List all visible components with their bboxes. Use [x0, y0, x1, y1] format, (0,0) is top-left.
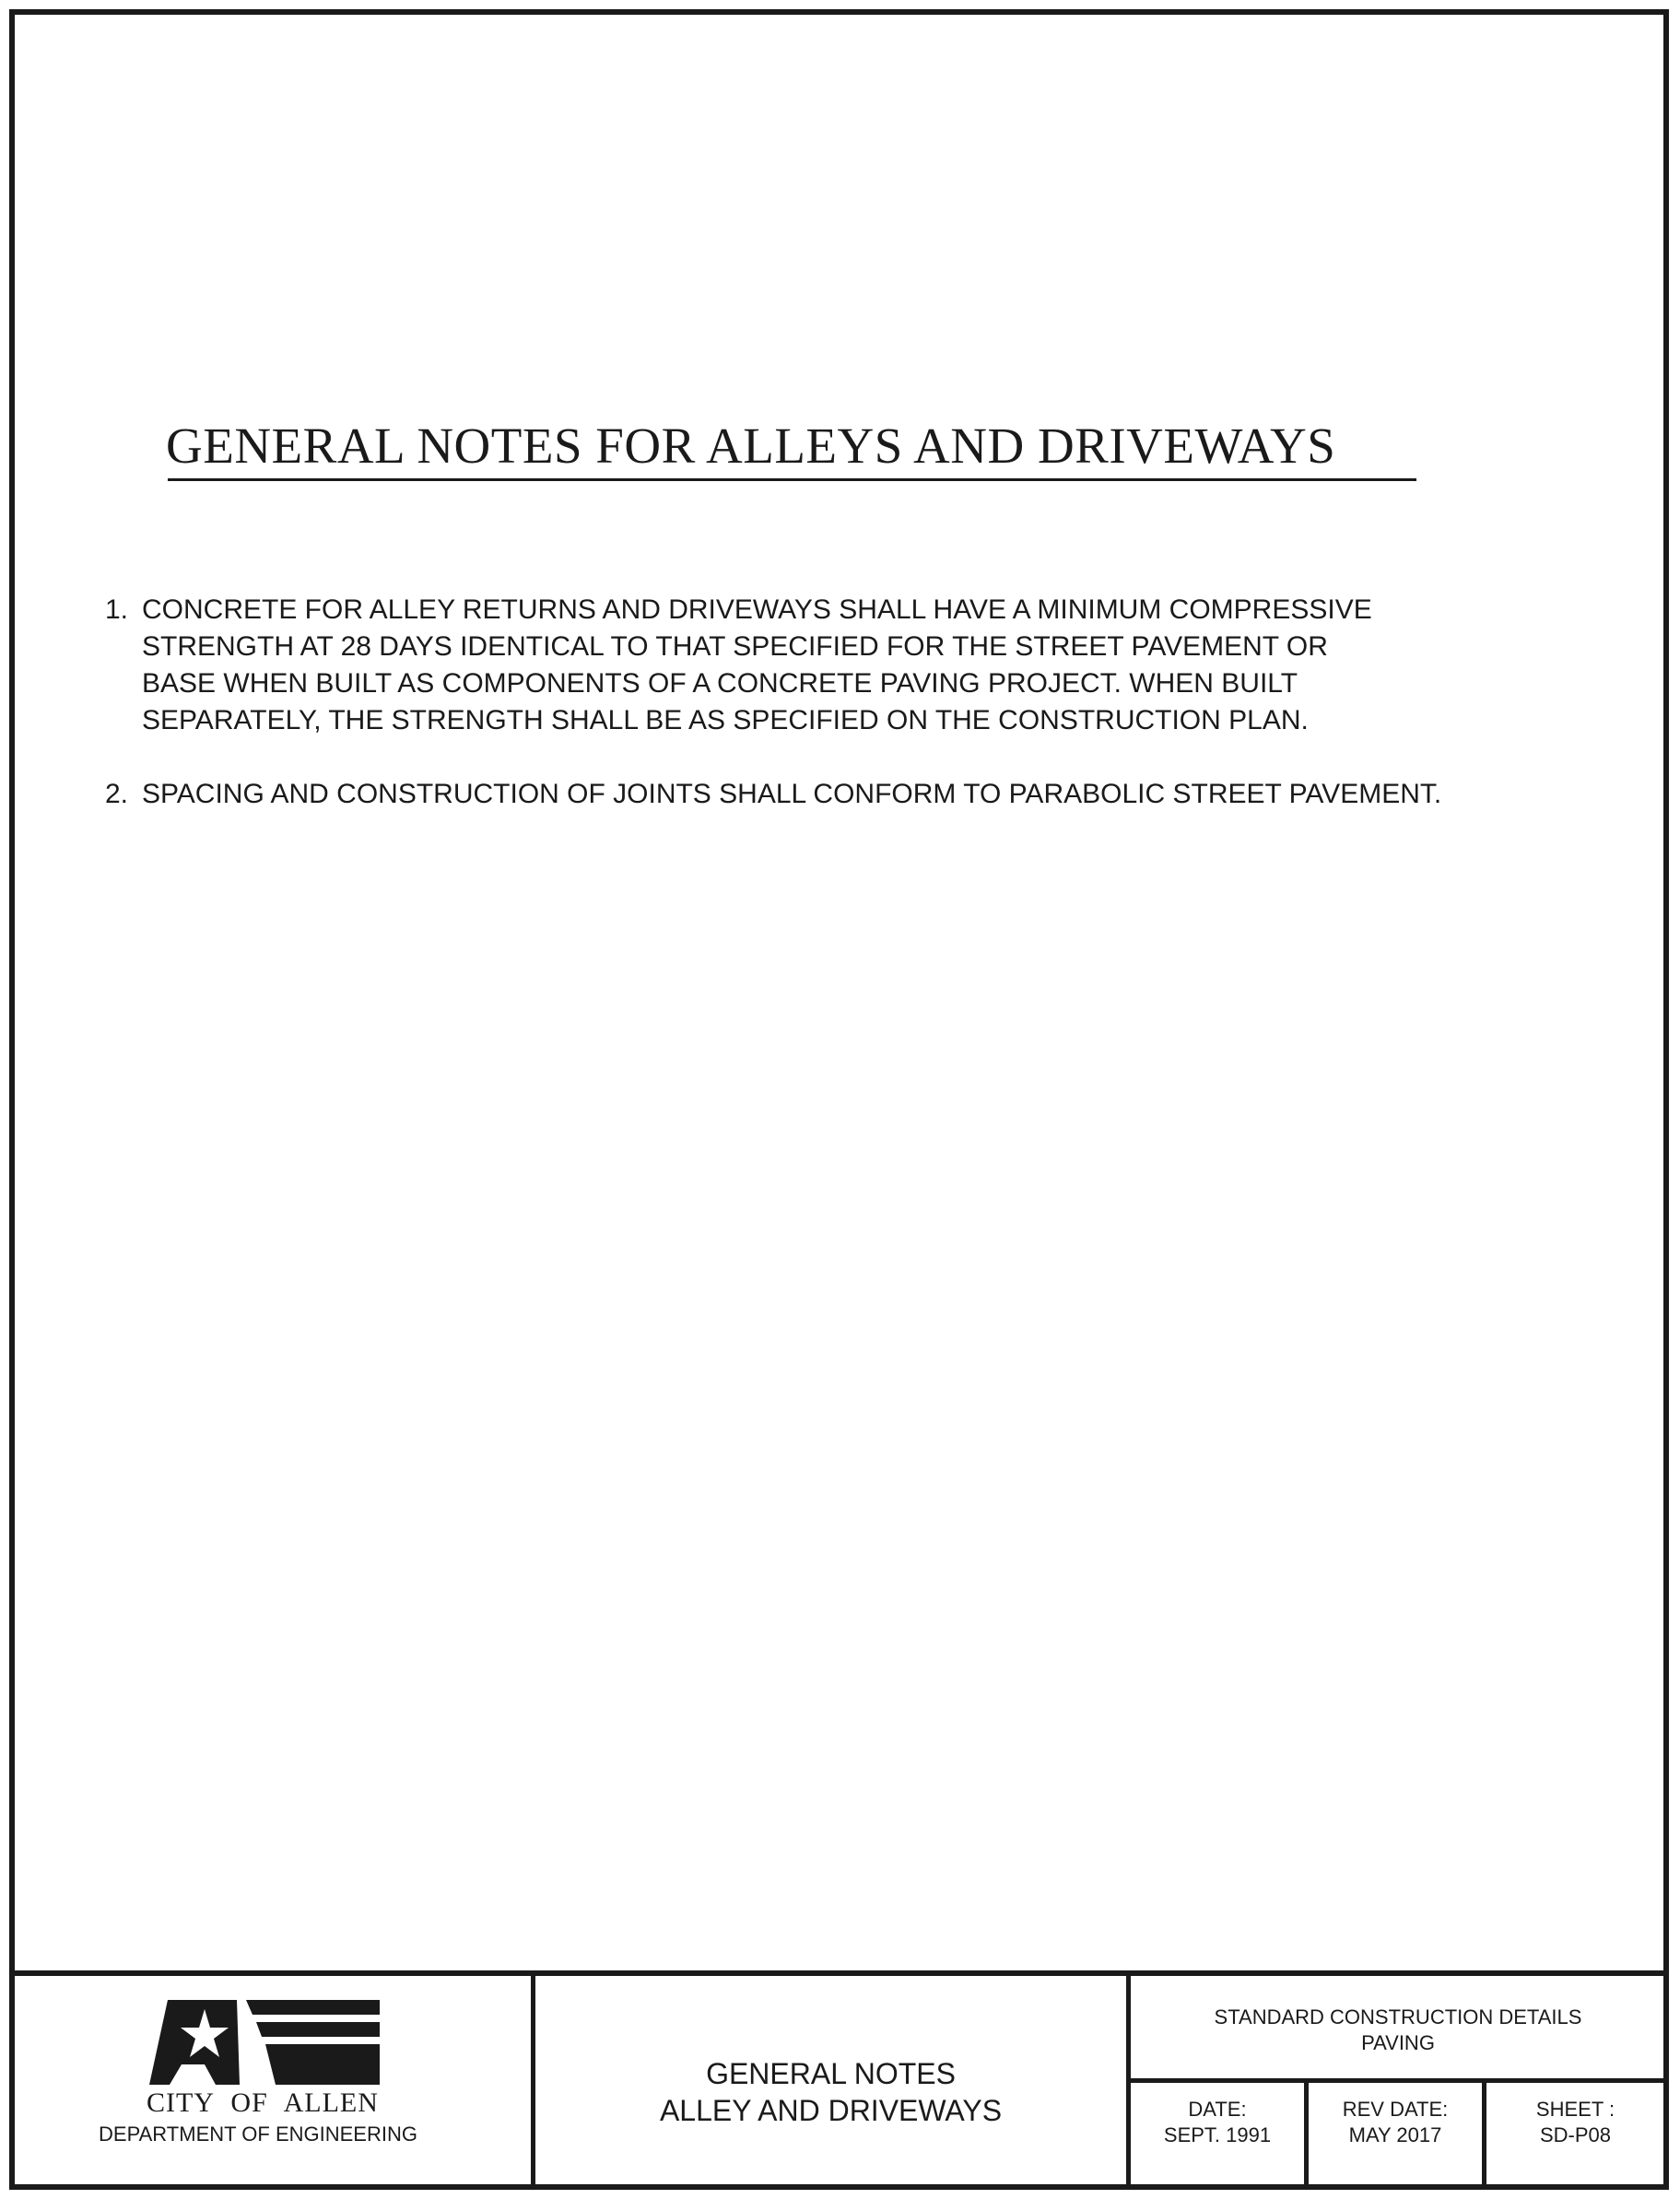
date-label: DATE: — [1188, 2098, 1247, 2121]
sheet-border — [9, 9, 1669, 2190]
date-value: SEPT. 1991 — [1163, 2123, 1272, 2146]
date-cell — [1131, 2097, 1304, 2148]
note-line: CONCRETE FOR ALLEY RETURNS AND DRIVEWAYS SHALL HAVE A MINIMUM COMPRESSIVE — [142, 594, 1372, 625]
title-block-divider — [531, 1973, 535, 2190]
drawing-title — [537, 2055, 1124, 2129]
logo-city-name: CITY OF ALLEN — [147, 2087, 379, 2118]
title-block-top-border — [9, 1970, 1669, 1976]
note-line: SPACING AND CONSTRUCTION OF JOINTS SHALL CONFORM TO PARABOLIC STREET PAVEMENT. — [142, 779, 1442, 809]
standard-details-line: PAVING — [1361, 2031, 1435, 2054]
note-number: 2. — [105, 779, 129, 809]
note-line: STRENGTH AT 28 DAYS IDENTICAL TO THAT SPECIFIED FOR THE STREET PAVEMENT OR — [142, 631, 1328, 662]
note-line: SEPARATELY, THE STRENGTH SHALL BE AS SPECIFIED ON THE CONSTRUCTION PLAN. — [142, 705, 1309, 735]
standard-details-line: STANDARD CONSTRUCTION DETAILS — [1214, 2005, 1582, 2028]
sheet-label: SHEET : — [1535, 2098, 1615, 2121]
logo-department: DEPARTMENT OF ENGINEERING — [99, 2123, 417, 2146]
sheet-value: SD-P08 — [1539, 2123, 1612, 2146]
rev-date-value: MAY 2017 — [1348, 2123, 1442, 2146]
note-line: BASE WHEN BUILT AS COMPONENTS OF A CONCRETE PAVING PROJECT. WHEN BUILT — [142, 668, 1298, 699]
title-underline — [168, 478, 1416, 481]
drawing-title-line: ALLEY AND DRIVEWAYS — [659, 2094, 1003, 2127]
drawing-title-line: GENERAL NOTES — [706, 2057, 956, 2090]
rev-date-label: REV DATE: — [1342, 2098, 1449, 2121]
sheet-cell — [1486, 2097, 1664, 2148]
standard-details — [1132, 2005, 1664, 2056]
page-title: GENERAL NOTES FOR ALLEYS AND DRIVEWAYS — [166, 417, 1336, 474]
title-block-divider — [1128, 2078, 1669, 2083]
city-of-allen-logo — [149, 2000, 380, 2085]
rev-date-cell — [1309, 2097, 1482, 2148]
note-number: 1. — [105, 594, 129, 625]
